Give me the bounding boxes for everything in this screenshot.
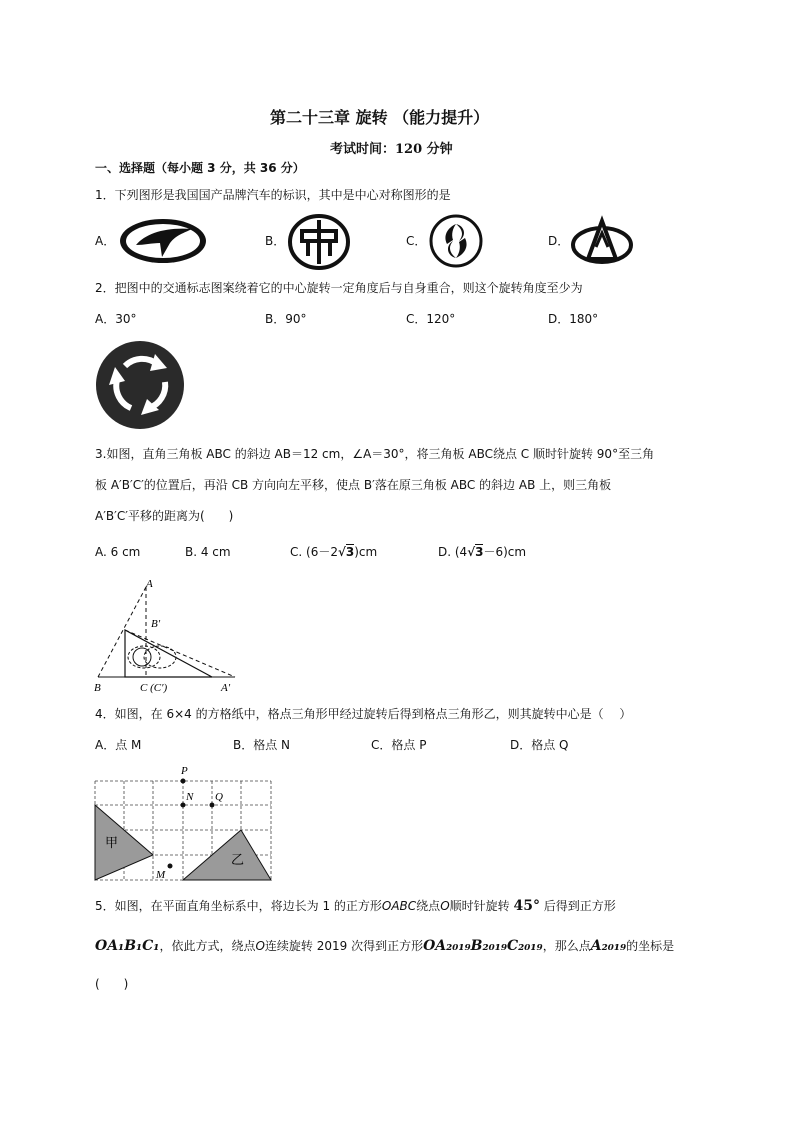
section-heading: 一、选择题（每小题 3 分，共 36 分） <box>95 161 305 175</box>
point-p <box>181 779 186 784</box>
q1-text: 1．下列图形是我国国产品牌汽车的标识，其中是中心对称图形的是 <box>95 188 451 202</box>
q4-label-p: P <box>181 765 188 777</box>
q5-line-2 <box>95 938 674 954</box>
exam-time: 考试时间：120 分钟 <box>330 142 453 157</box>
q2-option-b: B．90° <box>265 312 307 326</box>
q3-line-1: 3.如图，直角三角板 ABC 的斜边 AB＝12 cm，∠A＝30°，将三角板 ABC绕点 C 顺时针旋转 90°至三角 <box>95 447 655 461</box>
q1-option-a: A． <box>95 234 116 248</box>
q5-line2-c: ，那么点 <box>542 939 591 953</box>
q3-option-c-pre: C. (6－2 <box>290 545 338 559</box>
q2-option-c: C．120° <box>406 312 456 326</box>
q3-option-c <box>290 544 377 560</box>
q3-label-b <box>94 682 101 694</box>
q3-option-d <box>438 544 526 560</box>
q1-logo-d-icon <box>570 217 634 265</box>
q3-label-bp-text: B′ <box>151 618 161 630</box>
q5-point-o: O <box>440 899 450 913</box>
q5-line2-a: ，依此方式，绕点 <box>159 939 256 953</box>
q5-line1-pre: 5．如图，在平面直角坐标系中，将边长为 1 的正方形 <box>95 899 382 913</box>
q1-option-c: C． <box>406 234 427 248</box>
q4-label-jia: 甲 <box>105 836 119 851</box>
svg-text:P <box>180 765 188 777</box>
svg-text:乙 <box>231 853 244 868</box>
q3-option-a: A. 6 cm <box>95 545 141 559</box>
q4-option-c: C．格点 P <box>371 738 427 752</box>
q5-line1-mid: 绕点 <box>416 899 441 913</box>
q2-option-d: D．180° <box>548 312 599 326</box>
q2-option-a: A．30° <box>95 312 137 326</box>
q3-label-ap-text: A′ <box>221 682 231 694</box>
q3-label-ap <box>220 682 231 694</box>
q5-point-a2019: A₂₀₁₉ <box>590 938 627 954</box>
q3-option-c-post: )cm <box>354 545 378 559</box>
q3-option-d-post: －6)cm <box>483 545 527 559</box>
q3-option-d-radicand: 3 <box>475 545 484 559</box>
q3-line-2: 板 A′B′C′的位置后，再沿 CB 方向向左平移，使点 B′落在原三角板 ABC 的斜边 AB 上，则三角板 <box>95 478 612 492</box>
point-q <box>210 803 215 808</box>
sqrt-sign-icon: √ <box>467 545 476 559</box>
q3-line-3: A′B′C′平移的距离为( ) <box>95 509 234 523</box>
svg-text:Q <box>215 791 223 803</box>
q3-label-c-text: C (C′) <box>140 682 168 694</box>
q4-option-b: B．格点 N <box>233 738 291 752</box>
q3-label-bp <box>151 618 161 630</box>
q5-oabc: OABC <box>381 899 417 913</box>
q5-point-o-2: O <box>255 939 265 953</box>
q5-line1-post: 顺时针旋转 <box>449 899 510 913</box>
svg-text:M <box>155 869 166 881</box>
q4-label-q: Q <box>215 791 223 803</box>
q5-line2-d: 的坐标是 <box>626 939 675 953</box>
traffic-sign-icon <box>95 340 185 430</box>
q5-line-3: ( ) <box>95 977 129 991</box>
q5-square-2019: OA₂₀₁₉B₂₀₁₉C₂₀₁₉ <box>423 938 543 954</box>
q3-label-b-text: B <box>94 682 101 694</box>
q4-text: 4．如图，在 6×4 的方格纸中，格点三角形甲经过旋转后得到格点三角形乙，则其旋转中心是（ ） <box>95 707 632 721</box>
q4-label-m: M <box>156 869 166 881</box>
point-n <box>181 803 186 808</box>
q4-label-n: N <box>186 791 194 803</box>
page-title: 第二十三章 旋转 （能力提升） <box>270 108 490 127</box>
point-m <box>168 864 173 869</box>
svg-text:甲 <box>105 836 118 851</box>
q4-option-d: D．格点 Q <box>510 738 569 752</box>
q1-option-d: D． <box>548 234 570 248</box>
q5-square-1: OA₁B₁C₁ <box>95 938 160 954</box>
sqrt-sign-icon: √ <box>337 545 346 559</box>
q5-line2-b: 连续旋转 2019 次得到正方形 <box>264 939 424 953</box>
q3-triangle-figure <box>90 575 250 695</box>
q1-logo-b-icon <box>288 214 350 270</box>
q3-label-a <box>145 578 153 590</box>
q1-logo-a-icon <box>118 217 208 265</box>
q5-line1-end: 后得到正方形 <box>543 899 616 913</box>
q1-logo-c-icon <box>429 214 483 268</box>
q4-option-a: A．点 M <box>95 738 142 752</box>
q5-angle: 45° <box>513 898 540 914</box>
q4-grid-figure <box>95 760 275 885</box>
q3-option-c-radicand: 3 <box>345 545 355 559</box>
q3-label-a-text: A <box>146 578 153 590</box>
q4-label-yi: 乙 <box>231 853 245 868</box>
q2-text: 2．把图中的交通标志图案绕着它的中心旋转一定角度后与自身重合，则这个旋转角度至少为 <box>95 281 583 295</box>
q5-line-1 <box>95 898 616 914</box>
q3-option-d-pre: D. (4 <box>438 545 468 559</box>
svg-text:N <box>185 791 194 803</box>
q3-option-b: B. 4 cm <box>185 545 231 559</box>
q1-option-b: B． <box>265 234 286 248</box>
q3-label-c <box>140 682 167 694</box>
